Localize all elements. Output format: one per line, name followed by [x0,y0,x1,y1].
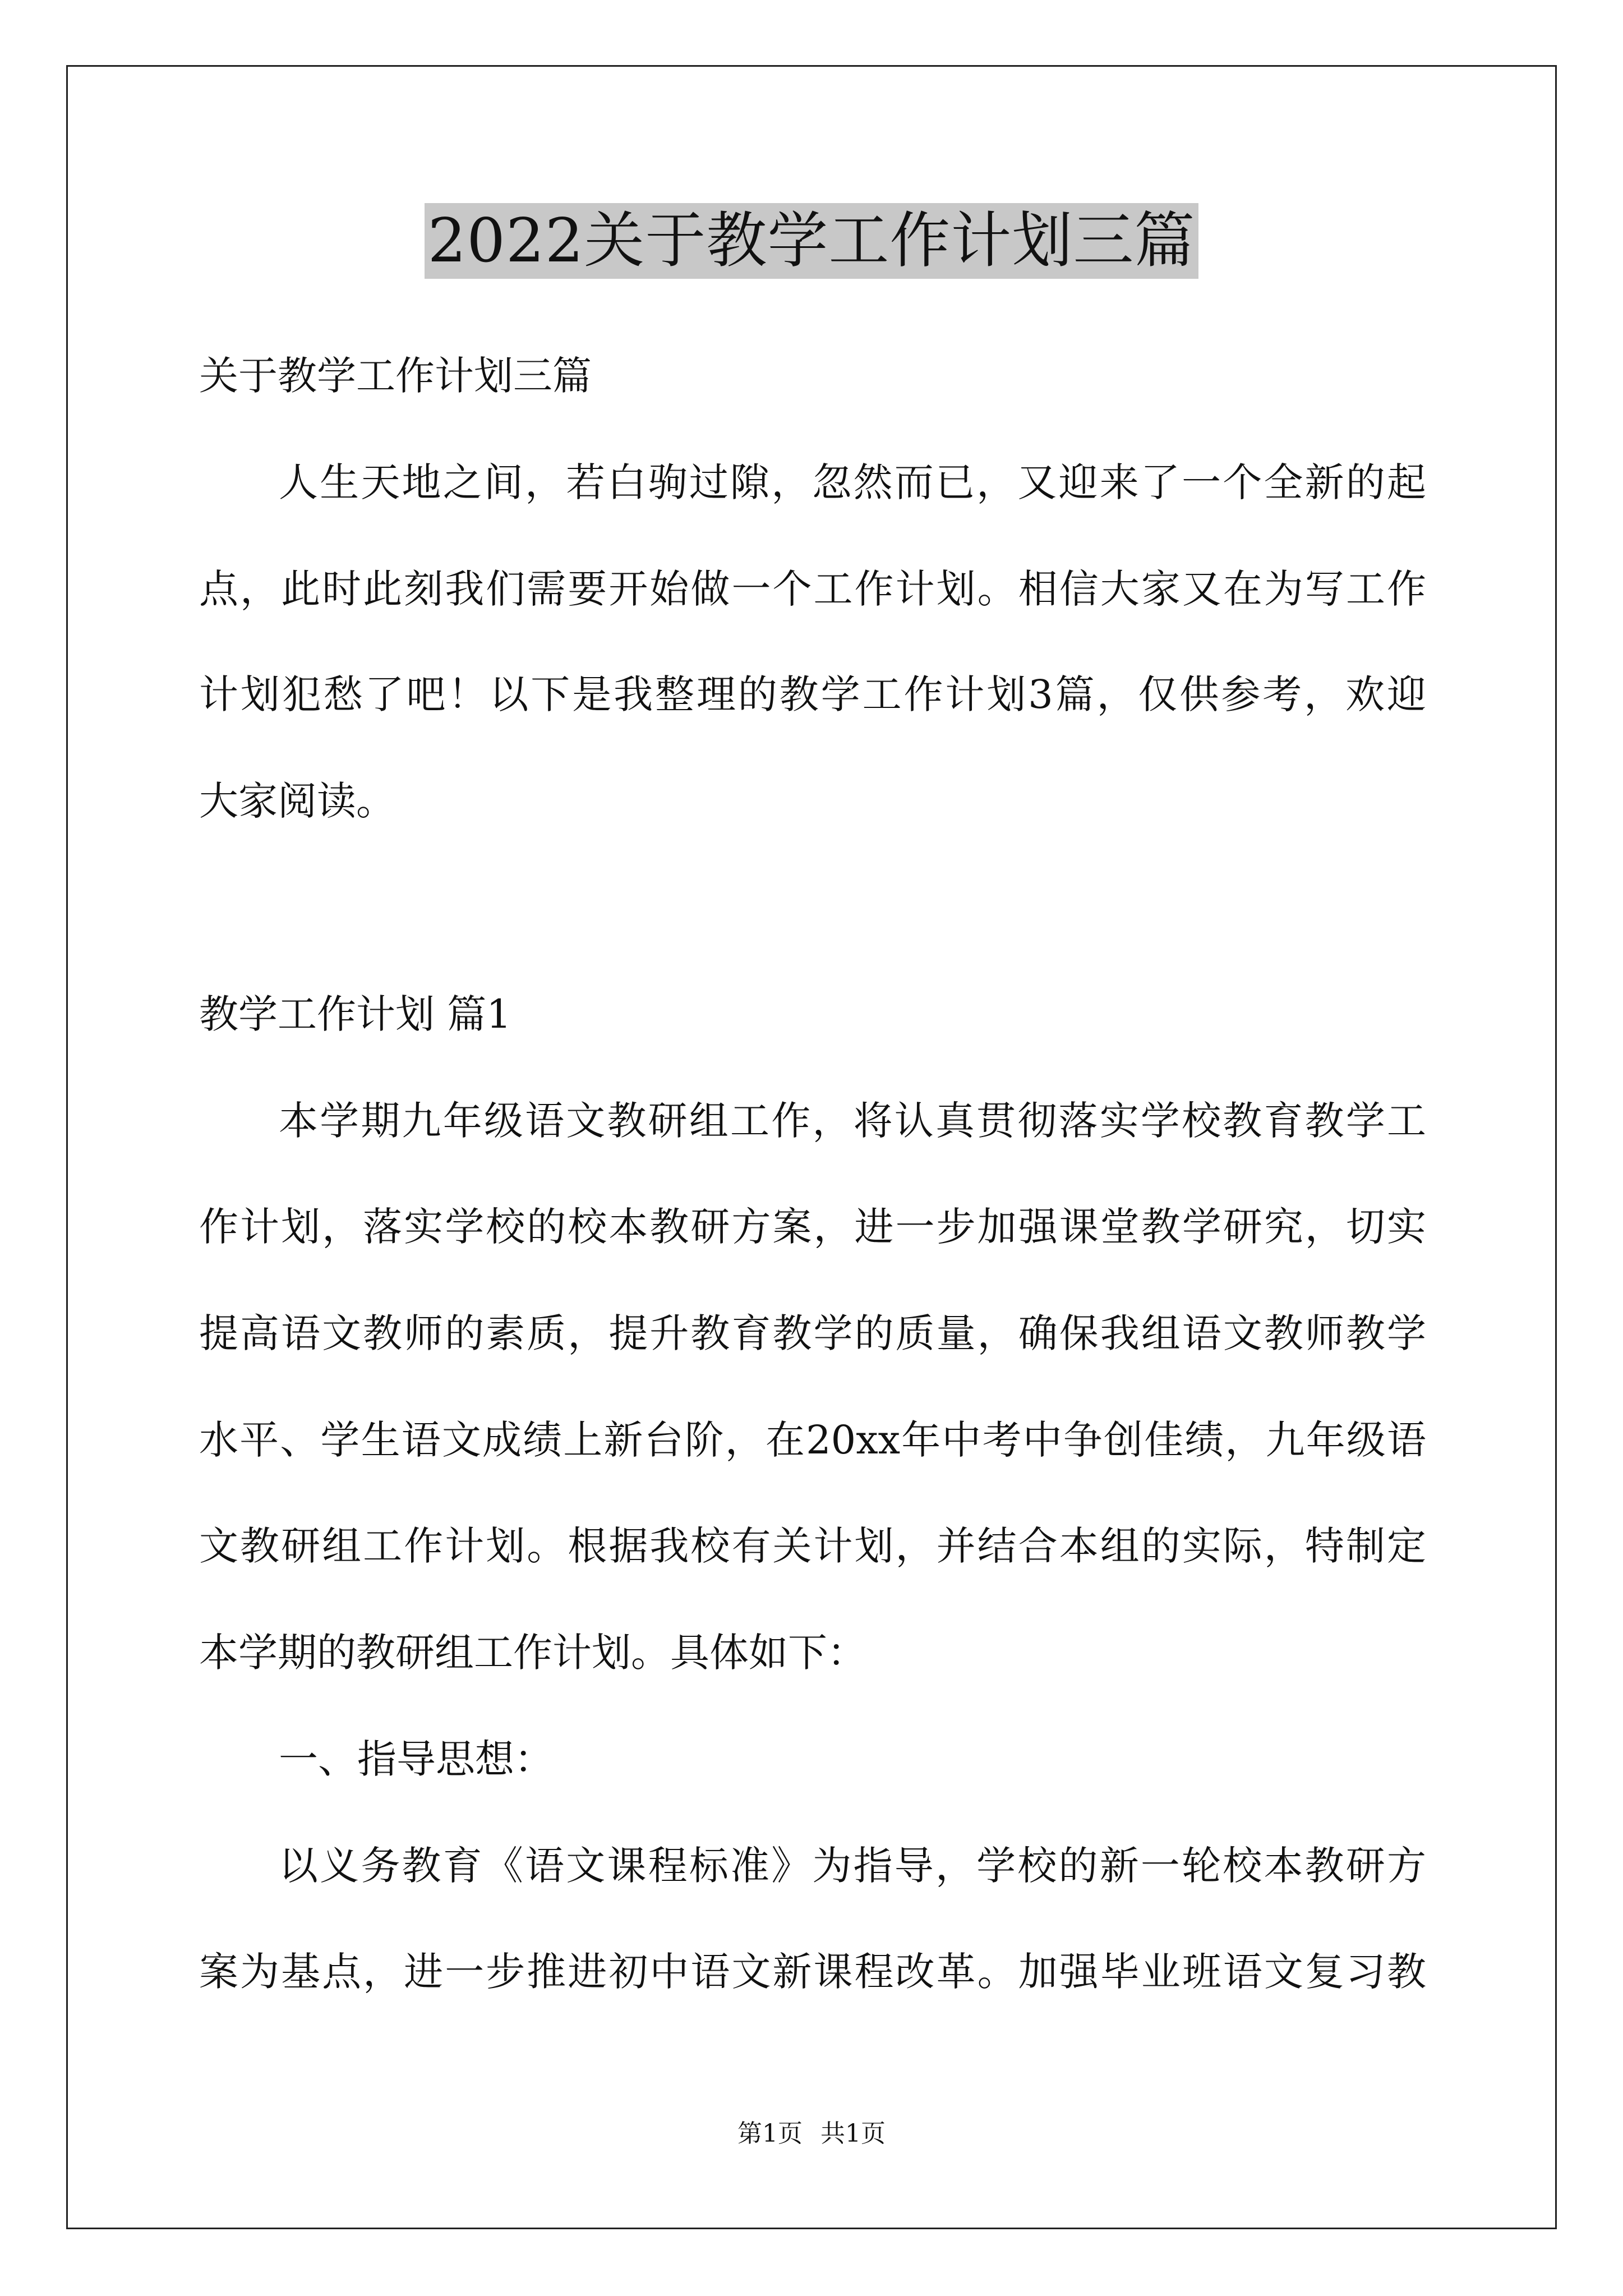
section1-line-6: 本学期的教研组工作计划。具体如下： [199,1630,866,1676]
intro-line-4: 大家阅读。 [199,778,395,824]
section1-line-4: 水平、学生语文成绩上新台阶，在20xx年中考中争创佳绩，九年级语 [199,1417,1426,1463]
intro-line-2: 点，此时此刻我们需要开始做一个工作计划。相信大家又在为写工作 [199,566,1426,612]
document-title: 2022关于教学工作计划三篇 [425,203,1199,279]
guiding-heading: 一、指导思想： [279,1736,554,1782]
title-container [0,203,1623,279]
intro-line-1: 人生天地之间，若白驹过隙，忽然而已，又迎来了一个全新的起 [279,459,1426,505]
page-footer [0,2117,1623,2151]
section1-heading: 教学工作计划 篇1 [199,991,511,1037]
intro-line-3: 计划犯愁了吧！以下是我整理的教学工作计划3篇，仅供参考，欢迎 [199,671,1426,717]
section1-line-3: 提高语文教师的素质，提升教育教学的质量，确保我组语文教师教学 [199,1310,1426,1356]
page-number-current: 第1页 [737,2119,803,2148]
guiding-line-1: 以义务教育《语文课程标准》为指导，学校的新一轮校本教研方 [279,1843,1426,1889]
page-number-total: 共1页 [820,2119,886,2148]
document-subtitle: 关于教学工作计划三篇 [199,353,592,399]
section1-line-5: 文教研组工作计划。根据我校有关计划，并结合本组的实际，特制定 [199,1523,1426,1569]
section1-line-1: 本学期九年级语文教研组工作，将认真贯彻落实学校教育教学工 [279,1098,1426,1144]
guiding-line-2: 案为基点，进一步推进初中语文新课程改革。加强毕业班语文复习教 [199,1949,1426,1995]
section1-line-2: 作计划，落实学校的校本教研方案，进一步加强课堂教学研究，切实 [199,1204,1426,1250]
